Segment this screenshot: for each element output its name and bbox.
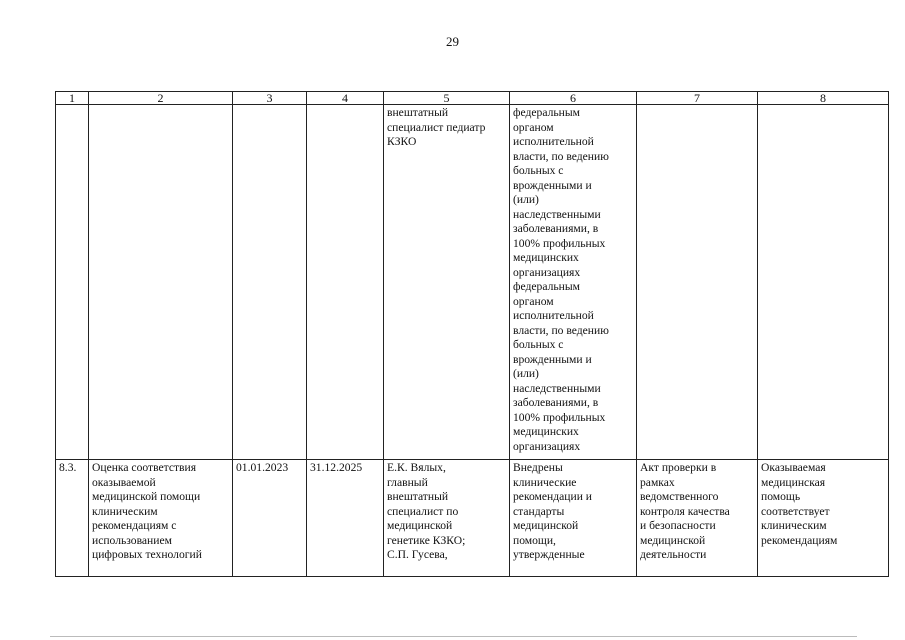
cell-end-date bbox=[307, 105, 384, 460]
cell-end-date: 31.12.2025 bbox=[307, 460, 384, 577]
cell-responsible: Е.К. Вялых, главный внештатный специалист по медицинской генетике КЗКО; С.П. Гусева, bbox=[384, 460, 510, 577]
cell-number: 8.3. bbox=[56, 460, 89, 577]
cell-outcome: Оказываемая медицинская помощь соответствует клиническим рекомендациям bbox=[758, 460, 889, 577]
cell-number bbox=[56, 105, 89, 460]
cell-document bbox=[637, 105, 758, 460]
cell-result: федеральным органом исполнительной власти, по ведению больных с врожденными и (или) наследственными заболеваниями, в 100% профильных медицинских организациях федеральным органом исполнительной власти, по ведению больных с врожденными и (или) наследственными заболеваниями, в 100% профильных медицинских организациях bbox=[510, 105, 637, 460]
cell-start-date bbox=[233, 105, 307, 460]
cell-responsible: внештатный специалист педиатр КЗКО bbox=[384, 105, 510, 460]
cell-activity bbox=[89, 105, 233, 460]
column-header: 4 bbox=[307, 92, 384, 105]
cell-result: Внедрены клинические рекомендации и стандарты медицинской помощи, утвержденные bbox=[510, 460, 637, 577]
column-header: 8 bbox=[758, 92, 889, 105]
table-row bbox=[56, 105, 889, 460]
table-header-row bbox=[56, 92, 889, 105]
footer-divider bbox=[50, 636, 857, 637]
page-number: 29 bbox=[446, 34, 459, 49]
cell-start-date: 01.01.2023 bbox=[233, 460, 307, 577]
table-row bbox=[56, 460, 889, 577]
column-header: 3 bbox=[233, 92, 307, 105]
cell-activity: Оценка соответствия оказываемой медицинской помощи клиническим рекомендациям с использованием цифровых технологий bbox=[89, 460, 233, 577]
column-header: 1 bbox=[56, 92, 89, 105]
cell-document: Акт проверки в рамках ведомственного контроля качества и безопасности медицинской деятельности bbox=[637, 460, 758, 577]
cell-outcome bbox=[758, 105, 889, 460]
column-header: 7 bbox=[637, 92, 758, 105]
column-header: 2 bbox=[89, 92, 233, 105]
column-header: 6 bbox=[510, 92, 637, 105]
plan-table bbox=[55, 91, 889, 577]
column-header: 5 bbox=[384, 92, 510, 105]
